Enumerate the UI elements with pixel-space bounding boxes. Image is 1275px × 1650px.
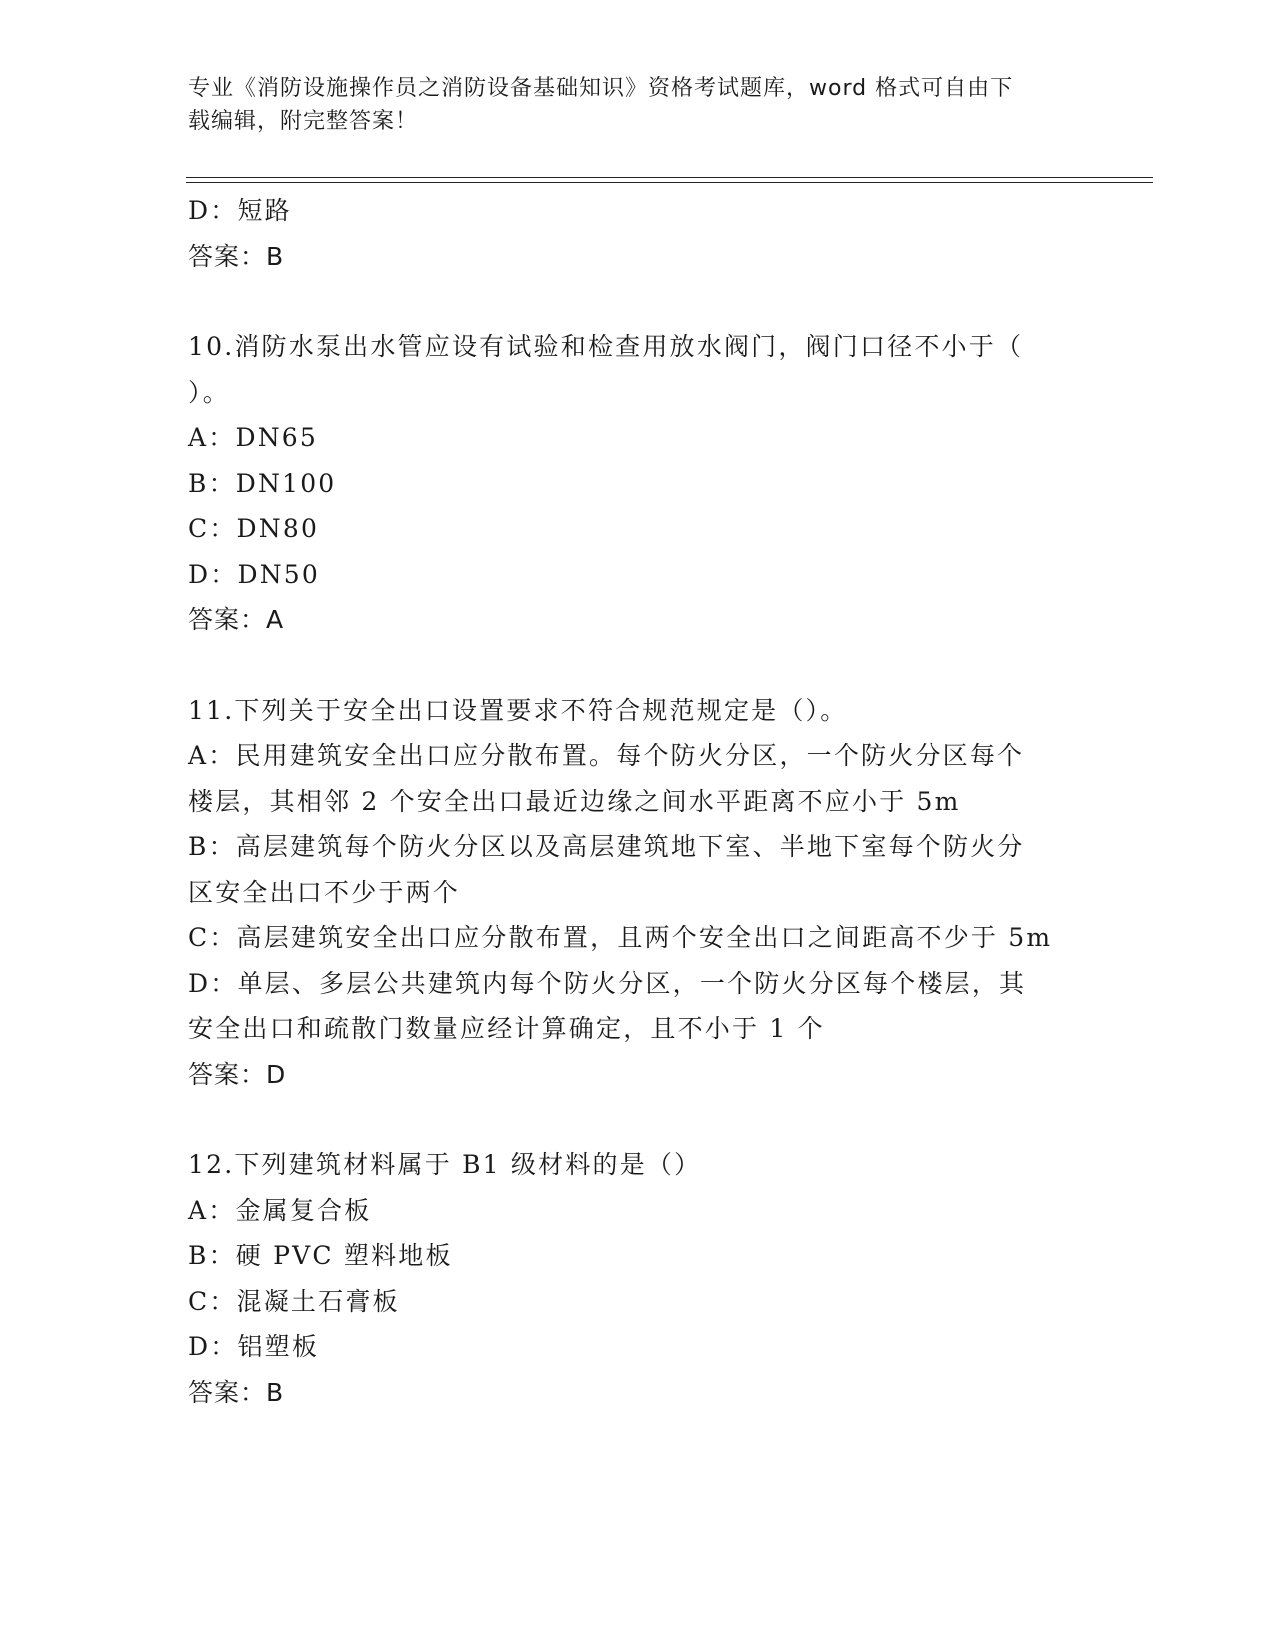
option-d-continued: 安全出口和疏散门数量应经计算确定，且不小于 1 个 (188, 1014, 825, 1043)
question-stem-continued: ）。 (188, 377, 230, 407)
answer-line: 答案：D (188, 1059, 287, 1089)
spacer (188, 279, 1088, 324)
question-11 (188, 688, 1088, 1098)
header-line-1: 专业《消防设施操作员之消防设备基础知识》资格考试题库，word 格式可自由下 (188, 76, 1014, 101)
option-a-continued: 楼层，其相邻 2 个安全出口最近边缘之间水平距离不应小于 5m (188, 786, 961, 816)
option-b: B：DN100 (188, 468, 337, 498)
previous-question-tail (188, 188, 1088, 279)
option-b-continued: 区安全出口不少于两个 (188, 877, 461, 907)
question-stem: 10.消防水泵出水管应设有试验和检查用放水阀门，阀门口径不小于（ (188, 332, 1024, 361)
header-divider-bottom (186, 182, 1153, 183)
question-10 (188, 324, 1088, 643)
option-d: D：短路 (188, 196, 292, 225)
option-b: B：高层建筑每个防火分区以及高层建筑地下室、半地下室每个防火分 (188, 832, 1025, 861)
header-divider-top (186, 177, 1153, 178)
answer-line: 答案：B (188, 1377, 285, 1407)
option-c: C：DN80 (188, 514, 320, 543)
answer-line: 答案：B (188, 241, 285, 271)
option-a: A：DN65 (188, 423, 318, 452)
spacer (188, 1097, 1088, 1142)
option-d: D：DN50 (188, 559, 320, 589)
question-content (188, 188, 1088, 1415)
option-c: C：混凝土石膏板 (188, 1286, 400, 1316)
header-line-2: 载编辑，附完整答案！ (188, 109, 419, 134)
question-stem: 11.下列关于安全出口设置要求不符合规范规定是（）。 (188, 695, 848, 725)
option-a: A：金属复合板 (188, 1195, 372, 1225)
option-d: D：铝塑板 (188, 1332, 320, 1361)
answer-line: 答案：A (188, 605, 285, 634)
question-12 (188, 1142, 1088, 1415)
document-header (188, 72, 1068, 138)
option-a: A：民用建筑安全出口应分散布置。每个防火分区，一个防火分区每个 (188, 741, 1025, 770)
spacer (188, 643, 1088, 688)
option-b: B：硬 PVC 塑料地板 (188, 1241, 453, 1270)
option-d: D：单层、多层公共建筑内每个防火分区，一个防火分区每个楼层，其 (188, 968, 1027, 998)
option-c: C：高层建筑安全出口应分散布置，且两个安全出口之间距高不少于 5m (188, 923, 1053, 952)
question-stem: 12.下列建筑材料属于 B1 级材料的是（） (188, 1150, 702, 1179)
